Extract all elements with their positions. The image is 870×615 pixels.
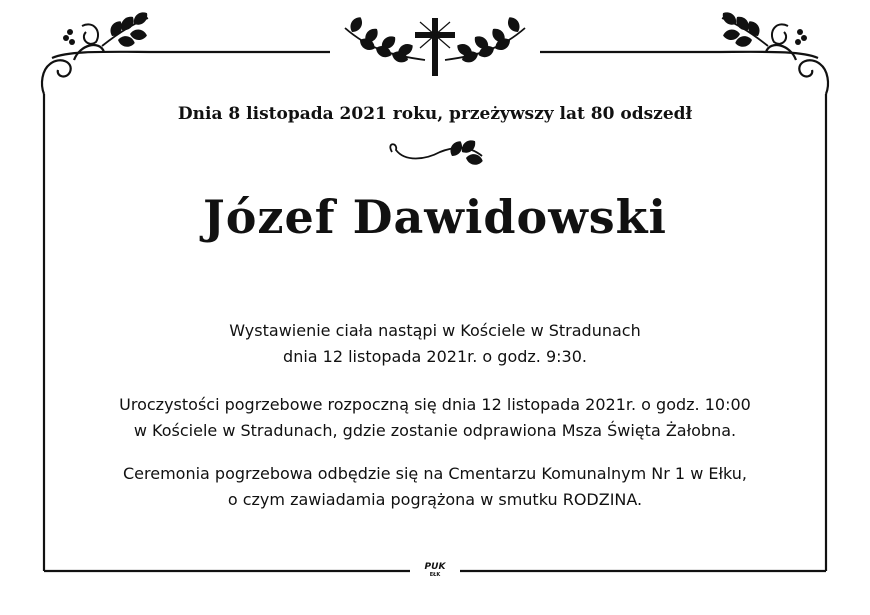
corner-flourish-icon [705, 45, 828, 94]
logo-main-text: PUK [424, 562, 446, 572]
paragraph-line: o czym zawiadamia pogrążona w smutku RODZINA. [227, 490, 643, 509]
intro-text: Dnia 8 listopada 2021 roku, przeżywszy lat 80 odszedł [177, 104, 693, 124]
leaf-branch-icon [445, 15, 525, 65]
leaf-branch-icon [63, 9, 150, 48]
paragraph-line: w Kościele w Stradunach, gdzie zostanie odprawiona Msza Święta Żałobna. [133, 421, 737, 440]
paragraph-line: Uroczystości pogrzebowe rozpoczną się dnia 12 listopada 2021r. o godz. 10:00 [119, 395, 751, 414]
paragraph-ceremony [0, 392, 870, 444]
small-flourish-icon [390, 137, 483, 166]
paragraph-line: Wystawienie ciała nastąpi w Kościele w Stradunach [229, 321, 641, 340]
cross-icon [415, 18, 455, 76]
leaf-branch-icon [720, 9, 807, 48]
paragraph-line: dnia 12 listopada 2021r. o godz. 9:30. [283, 347, 587, 366]
deceased-name: Józef Dawidowski [202, 190, 668, 244]
paragraph-line: Ceremonia pogrzebowa odbędzie się na Cmentarzu Komunalnym Nr 1 w Ełku, [122, 464, 748, 483]
corner-flourish-icon [42, 45, 165, 94]
footer-logo [420, 563, 450, 578]
leaf-branch-icon [345, 15, 425, 65]
paragraph-viewing [0, 318, 870, 370]
logo-sub-text: EŁK [429, 572, 441, 578]
paragraph-burial [0, 461, 870, 513]
